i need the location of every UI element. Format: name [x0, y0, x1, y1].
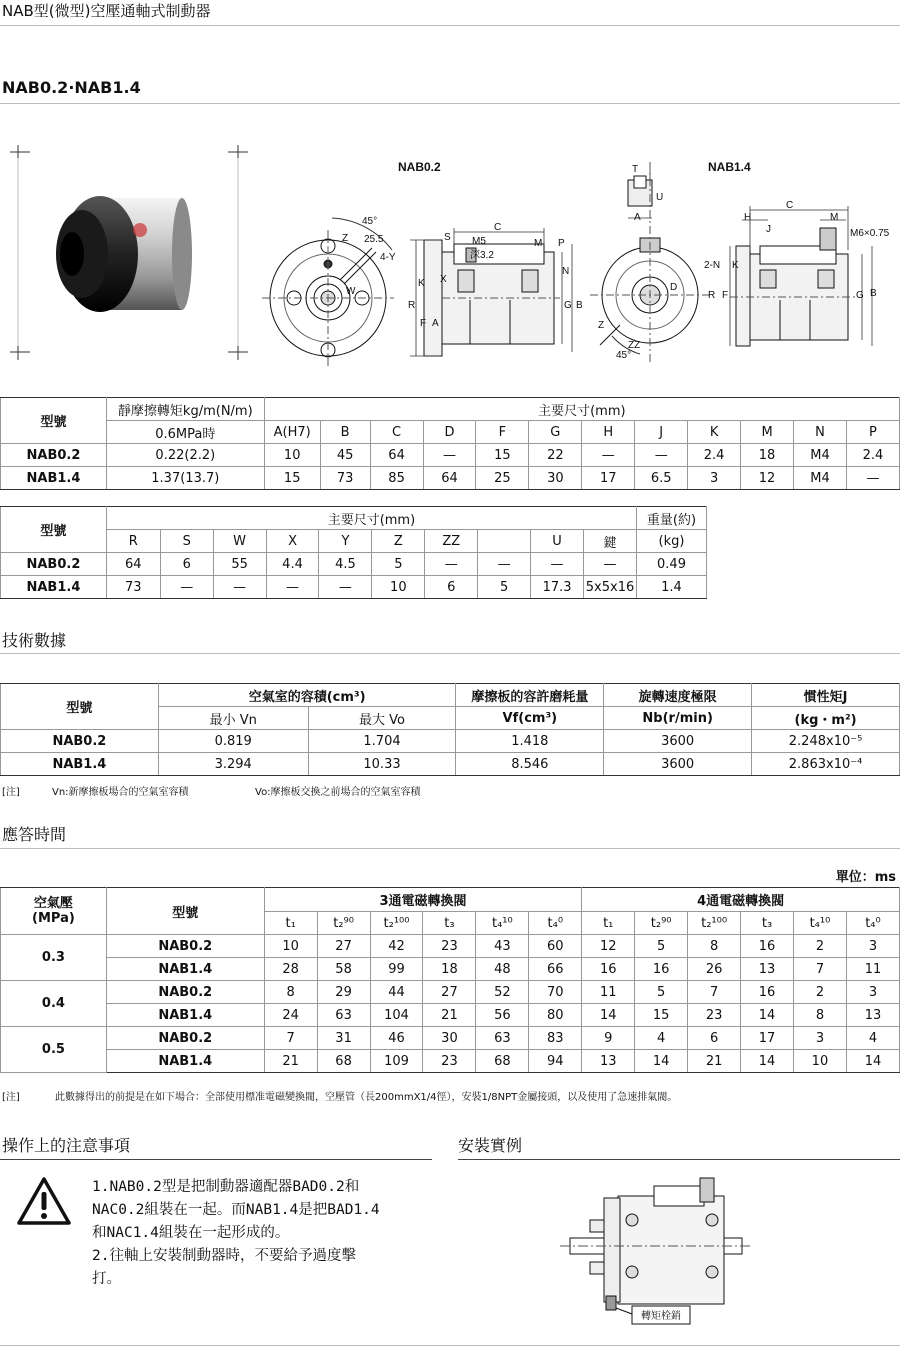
- table-row: NAB1.4 24 63 104 21 56 80 14 15 23 14 8 13: [1, 1004, 900, 1027]
- install-title: 安裝實例: [458, 1136, 523, 1155]
- table-row: NAB1.4 21 68 109 23 68 94 13 14 21 14 10 14: [1, 1050, 900, 1073]
- svg-text:K: K: [418, 278, 425, 289]
- t1-torque: 0.22(2.2): [106, 444, 264, 467]
- header-divider: [0, 25, 900, 26]
- table-row: NAB1.4 73 — — — — 10 6 5 17.3 5x5x16 1.4: [1, 576, 707, 599]
- response-table: 空氣壓 (MPa) 型號 3通電磁轉換閥 4通電磁轉換閥 t₁ t₂⁹⁰ t₂¹⁰⁰ t₃ t₄¹⁰ t₄⁰ t₁ t₂⁹⁰ t₂¹⁰⁰ t₃ t₄¹⁰ t₄⁰ 0.3 NAB0.2 10 27 42 23 43 60 12 5 8 16 2 3 NAB1.4 28 58 99 18 48 66 16 16 26 13 7 11 0.4 NAB0.2 8 29 44 27 52 70 11 5 7 16 2 3 NAB1.4 24 63 104 21 56 80 14 15 23 14 8 13 0.5 NAB0.2 7 31 46 30 63 83 9 4 6 17 3 4 NAB1.4 21 68 109 23 68 94 13 14 21 14 10 14: [0, 887, 900, 1073]
- table-row: NAB1.4 1.37(13.7) 15 73 85 64 25 30 17 6.5 3 12 M4 —: [1, 467, 900, 490]
- t1-col: H: [582, 421, 635, 444]
- response-note: 此數據得出的前提是在如下場合：全部使用標准電磁變換閥，空壓管（長200mmX1/4徑），安裝1/8NPT金屬接頭，以及使用了急速排氣閥。: [55, 1092, 678, 1103]
- svg-text:Z: Z: [598, 320, 605, 331]
- t2-h-dims: 主要尺寸(mm): [106, 507, 636, 530]
- caution-divider: [0, 1159, 432, 1160]
- install-divider: [458, 1159, 900, 1160]
- model-divider: [0, 103, 900, 104]
- svg-text:深3.2: 深3.2: [470, 250, 494, 261]
- table-row: NAB1.4 3.294 10.33 8.546 3600 2.863x10⁻⁴: [1, 753, 900, 776]
- t1-col: D: [423, 421, 476, 444]
- svg-text:M5: M5: [472, 236, 486, 247]
- brake-photo: [56, 196, 192, 312]
- tech-note-vo: Vo:摩擦板交換之前場合的空氣室容積: [255, 787, 421, 798]
- response-unit: 單位：ms: [835, 870, 896, 885]
- svg-text:U: U: [656, 192, 664, 203]
- caution-title: 操作上的注意事項: [2, 1136, 131, 1155]
- table-row: NAB0.2 64 6 55 4.4 4.5 5 — — — — 0.49: [1, 553, 707, 576]
- t1-col: J: [635, 421, 688, 444]
- table-row: NAB1.4 28 58 99 18 48 66 16 16 26 13 7 11: [1, 958, 900, 981]
- table-row: 0.4 NAB0.2 8 29 44 27 52 70 11 5 7 16 2 3: [1, 981, 900, 1004]
- t1-h-dims: 主要尺寸(mm): [264, 398, 899, 421]
- svg-text:T: T: [632, 164, 639, 175]
- svg-text:ZZ: ZZ: [628, 340, 641, 351]
- svg-text:X: X: [440, 274, 447, 285]
- svg-text:G: G: [564, 300, 572, 311]
- tech-title: 技術數據: [2, 631, 67, 650]
- svg-text:A: A: [634, 212, 641, 223]
- t2-h-weight-unit: (kg): [637, 530, 707, 553]
- page-title: NAB型(微型)空壓通軸式制動器: [2, 2, 211, 20]
- table-row: NAB0.2 0.22(2.2) 10 45 64 — 15 22 — — 2.4 18 M4 2.4: [1, 444, 900, 467]
- svg-text:C: C: [786, 200, 794, 211]
- svg-text:45°: 45°: [616, 350, 632, 361]
- svg-text:K: K: [732, 260, 739, 271]
- diagram-label-b: NAB1.4: [708, 160, 751, 174]
- svg-text:N: N: [562, 266, 570, 277]
- svg-text:M6×0.75: M6×0.75: [850, 228, 890, 239]
- t1-col: P: [846, 421, 899, 444]
- product-drawings: [0, 140, 900, 380]
- t1-col: N: [794, 421, 847, 444]
- t1-col: A(H7): [264, 421, 320, 444]
- svg-text:2-N: 2-N: [704, 260, 721, 271]
- t1-torque: 1.37(13.7): [106, 467, 264, 490]
- svg-text:R: R: [708, 290, 716, 301]
- t1-col: G: [529, 421, 582, 444]
- t1-h-model: 型號: [1, 398, 107, 444]
- spec-table-1: [0, 397, 900, 490]
- svg-text:H: H: [744, 212, 752, 223]
- tech-table: 型號 空氣室的容積(cm³) 摩擦板的容許磨耗量 旋轉速度極限 慣性矩J 最小 Vn 最大 Vo Vf(cm³) Nb(r/min) (kg・m²) NAB0.2 0.819 1.704 1.418 3600 2.248x10⁻⁵ NAB1.4 3.294 10.33 8.546 3600 2.863x10⁻⁴: [0, 683, 900, 776]
- t1-col: C: [370, 421, 423, 444]
- t1-model: NAB1.4: [1, 467, 107, 490]
- svg-text:45°: 45°: [362, 216, 378, 227]
- svg-text:25.5: 25.5: [364, 234, 384, 245]
- t1-model: NAB0.2: [1, 444, 107, 467]
- spec-table-2: 型號 主要尺寸(mm) 重量(約) R S W X Y Z ZZ U 鍵 (kg) NAB0.2 64 6 55 4.4 4.5 5 — — — — 0.49 NAB1.4 73 — — — — 10 6 5 17.3 5x5x16 1.4: [0, 506, 707, 599]
- table-row: NAB0.2 0.819 1.704 1.418 3600 2.248x10⁻⁵: [1, 730, 900, 753]
- t1-col: K: [688, 421, 741, 444]
- t1-col: F: [476, 421, 529, 444]
- t1-col: M: [741, 421, 794, 444]
- t2-h-weight: 重量(約): [637, 507, 707, 530]
- tech-divider: [0, 653, 900, 654]
- svg-text:J: J: [766, 224, 771, 235]
- response-title: 應答時間: [2, 825, 67, 844]
- svg-text:A: A: [432, 318, 439, 329]
- svg-text:C: C: [494, 222, 502, 233]
- footer-divider: [0, 1345, 900, 1346]
- response-divider: [0, 848, 900, 849]
- t2-h-model: 型號: [1, 507, 107, 553]
- svg-text:4-Y: 4-Y: [380, 252, 396, 263]
- svg-text:M: M: [830, 212, 839, 223]
- svg-text:S: S: [444, 232, 451, 243]
- table-row: 0.5 NAB0.2 7 31 46 30 63 83 9 4 6 17 3 4: [1, 1027, 900, 1050]
- install-drawing: [560, 1168, 750, 1328]
- torque-pin-label: 轉矩栓銷: [641, 1311, 681, 1322]
- svg-text:B: B: [576, 300, 583, 311]
- t1-h-torque-sub: 0.6MPa時: [106, 421, 264, 444]
- svg-text:P: P: [558, 238, 565, 249]
- svg-text:F: F: [722, 290, 729, 301]
- model-title: NAB0.2·NAB1.4: [2, 78, 141, 97]
- svg-text:Z: Z: [342, 233, 349, 244]
- response-note-tag: [注]: [2, 1092, 20, 1103]
- svg-text:M: M: [534, 238, 543, 249]
- svg-text:B: B: [870, 288, 877, 299]
- svg-text:F: F: [420, 318, 427, 329]
- caution-text: 1.NAB0.2型是把制動器適配器BAD0.2和 NAC0.2組裝在一起。而NAB1.4是把BAD1.4 和NAC1.4組裝在一起形成的。 2.往軸上安裝制動器時，不要給予過度擊 打。: [92, 1179, 380, 1287]
- svg-text:G: G: [856, 290, 864, 301]
- table-row: 0.3 NAB0.2 10 27 42 23 43 60 12 5 8 16 2 3: [1, 935, 900, 958]
- warning-icon: [16, 1176, 72, 1226]
- t1-h-torque: 靜摩擦轉矩kg/m(N/m): [106, 398, 264, 421]
- tech-note-tag: [注]: [2, 787, 20, 798]
- svg-text:R: R: [408, 300, 416, 311]
- svg-text:D: D: [670, 282, 678, 293]
- svg-text:W: W: [346, 286, 356, 297]
- t1-col: B: [320, 421, 370, 444]
- diagram-label-a: NAB0.2: [398, 160, 441, 174]
- tech-note-vn: Vn:新摩擦板場合的空氣室容積: [52, 787, 189, 798]
